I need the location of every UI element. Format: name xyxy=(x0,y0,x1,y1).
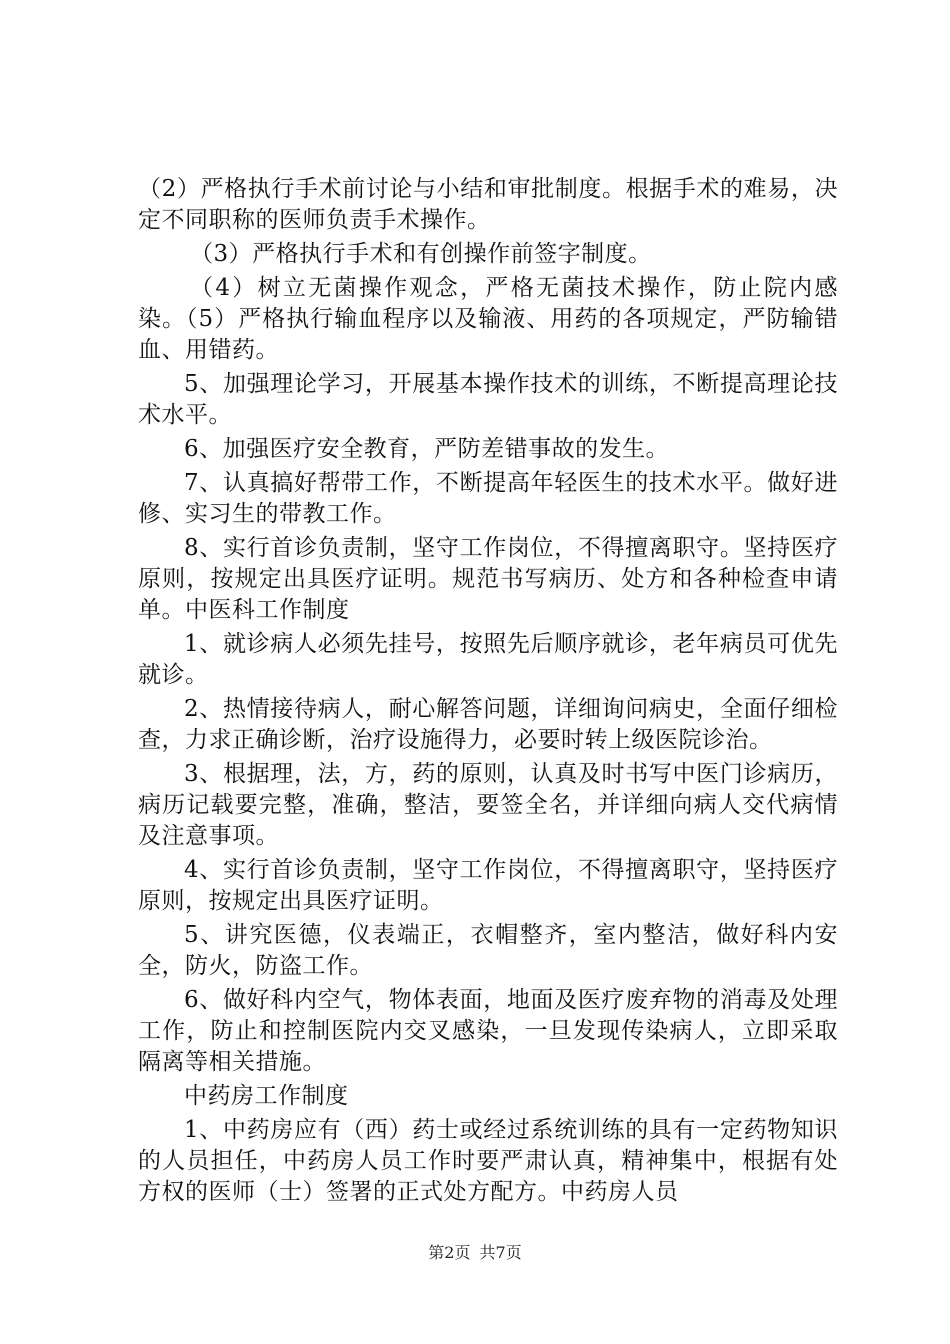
page-footer xyxy=(0,1243,950,1263)
paragraph: （3）严格执行手术和有创操作前签字制度。 xyxy=(190,241,652,267)
paragraph: 中药房工作制度 xyxy=(184,1083,349,1109)
paragraph: 2、热情接待病人，耐心解答问题，详细询问病史，全面仔细检查，力求正确诊断，治疗设施得力，必要时转上级医院诊治。 xyxy=(138,696,838,753)
paragraph: （2）严格执行手术前讨论与小结和审批制度。根据手术的难易，决定不同职称的医师负责手术操作。 xyxy=(138,176,838,233)
paragraph: 4、实行首诊负责制，坚守工作岗位，不得擅离职守，坚持医疗原则，按规定出具医疗证明。 xyxy=(138,857,838,914)
document-body xyxy=(138,174,838,1211)
paragraph: 6、做好科内空气，物体表面，地面及医疗废弃物的消毒及处理工作，防止和控制医院内交叉感染，一旦发现传染病人，立即采取隔离等相关措施。 xyxy=(138,987,838,1075)
paragraph: 1、就诊病人必须先挂号，按照先后顺序就诊，老年病员可优先就诊。 xyxy=(138,631,838,688)
paragraph: 8、实行首诊负责制，坚守工作岗位，不得擅离职守。坚持医疗原则，按规定出具医疗证明。规范书写病历、处方和各种检查申请单。中医科工作制度 xyxy=(138,535,838,623)
paragraph: 5、讲究医德，仪表端正，衣帽整齐，室内整洁，做好科内安全，防火，防盗工作。 xyxy=(138,922,838,979)
paragraph: 1、中药房应有（西）药士或经过系统训练的具有一定药物知识的人员担任，中药房人员工作时要严肃认真，精神集中，根据有处方权的医师（士）签署的正式处方配方。中药房人员 xyxy=(138,1117,838,1205)
page-number: 第2页 xyxy=(428,1243,471,1262)
paragraph: 3、根据理，法，方，药的原则，认真及时书写中医门诊病历，病历记载要完整，准确，整洁，要签全名，并详细向病人交代病情及注意事项。 xyxy=(138,761,838,849)
paragraph: 7、认真搞好帮带工作，不断提高年轻医生的技术水平。做好进修、实习生的带教工作。 xyxy=(138,470,838,527)
paragraph: （4）树立无菌操作观念，严格无菌技术操作，防止院内感染。（5）严格执行输血程序以及输液、用药的各项规定，严防输错血、用错药。 xyxy=(138,275,838,363)
page-total: 共7页 xyxy=(479,1243,522,1262)
paragraph: 6、加强医疗安全教育，严防差错事故的发生。 xyxy=(184,436,670,462)
paragraph: 5、加强理论学习，开展基本操作技术的训练，不断提高理论技术水平。 xyxy=(138,371,838,428)
